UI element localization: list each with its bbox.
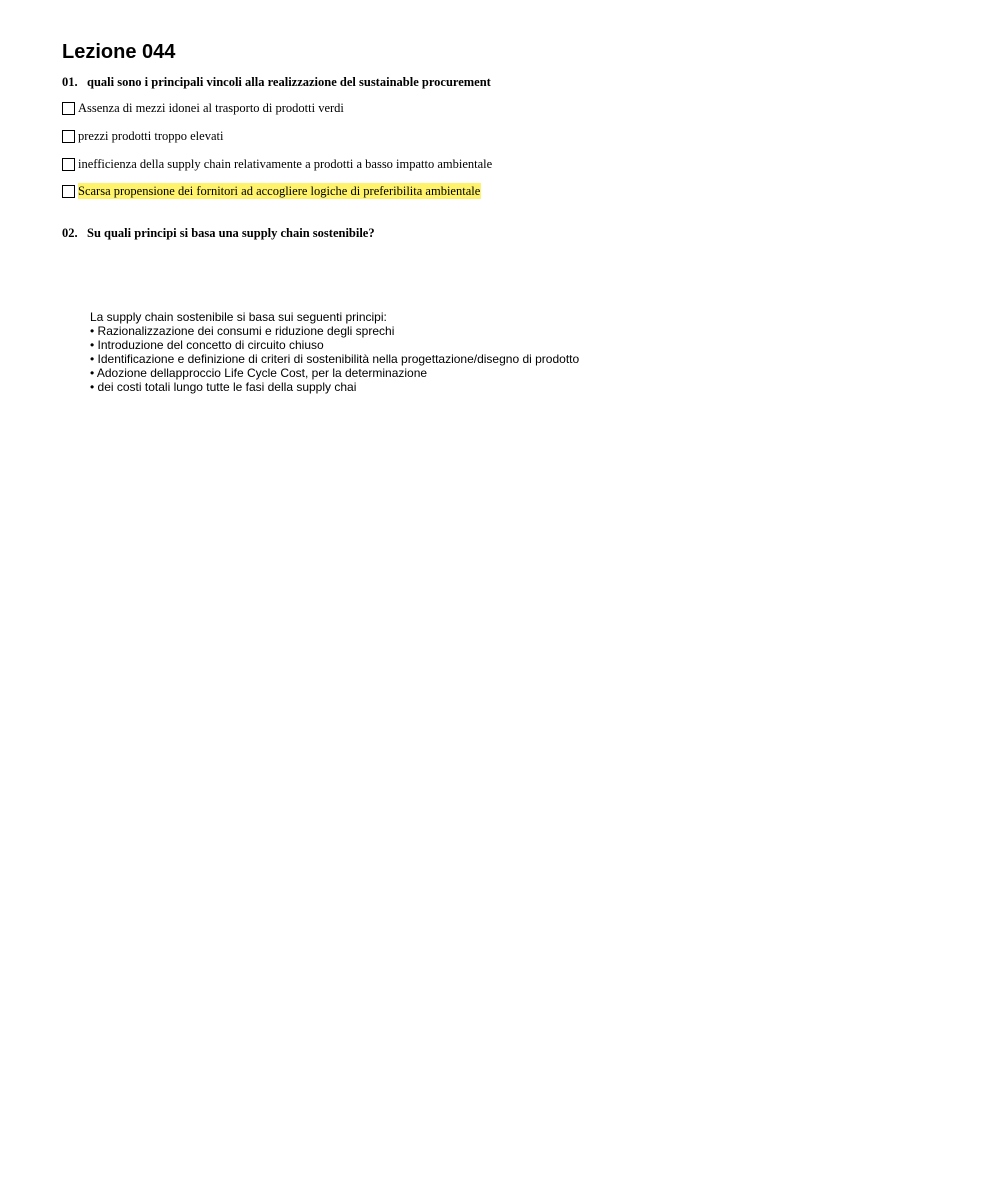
answer-line: • dei costi totali lungo tutte le fasi della supply chai — [90, 380, 357, 394]
answer-option-1[interactable] — [62, 100, 345, 116]
answer-option-3[interactable] — [62, 156, 493, 172]
question-01 — [62, 74, 491, 90]
answer-option-4[interactable] — [62, 183, 481, 199]
answer-line: La supply chain sostenibile si basa sui seguenti principi: — [90, 310, 387, 324]
checkbox[interactable] — [62, 102, 75, 115]
answer-line: • Razionalizzazione dei consumi e riduzione degli sprechi — [90, 324, 395, 338]
question-text: quali sono i principali vincoli alla realizzazione del sustainable procurement — [87, 75, 491, 89]
answer-option-2[interactable] — [62, 128, 224, 144]
answer-line: • Adozione dellapproccio Life Cycle Cost, per la determinazione — [90, 366, 428, 380]
checkbox[interactable] — [62, 158, 75, 171]
question-number: 01. — [62, 75, 78, 89]
option-label: Assenza di mezzi idonei al trasporto di prodotti verdi — [78, 101, 344, 115]
open-answer — [90, 310, 579, 394]
checkbox[interactable] — [62, 185, 75, 198]
page-title: Lezione 044 — [62, 41, 176, 63]
question-text: Su quali principi si basa una supply chain sostenibile? — [87, 226, 375, 240]
question-02 — [62, 225, 375, 241]
option-label: prezzi prodotti troppo elevati — [78, 129, 224, 143]
option-label-highlighted: Scarsa propensione dei fornitori ad accogliere logiche di preferibilita ambientale — [78, 184, 481, 198]
answer-line: • Identificazione e definizione di criteri di sostenibilità nella progettazione/disegno di prodotto — [90, 352, 580, 366]
question-number: 02. — [62, 226, 78, 240]
answer-line: • Introduzione del concetto di circuito chiuso — [90, 338, 324, 352]
option-label: inefficienza della supply chain relativamente a prodotti a basso impatto ambientale — [78, 157, 493, 171]
checkbox[interactable] — [62, 130, 75, 143]
